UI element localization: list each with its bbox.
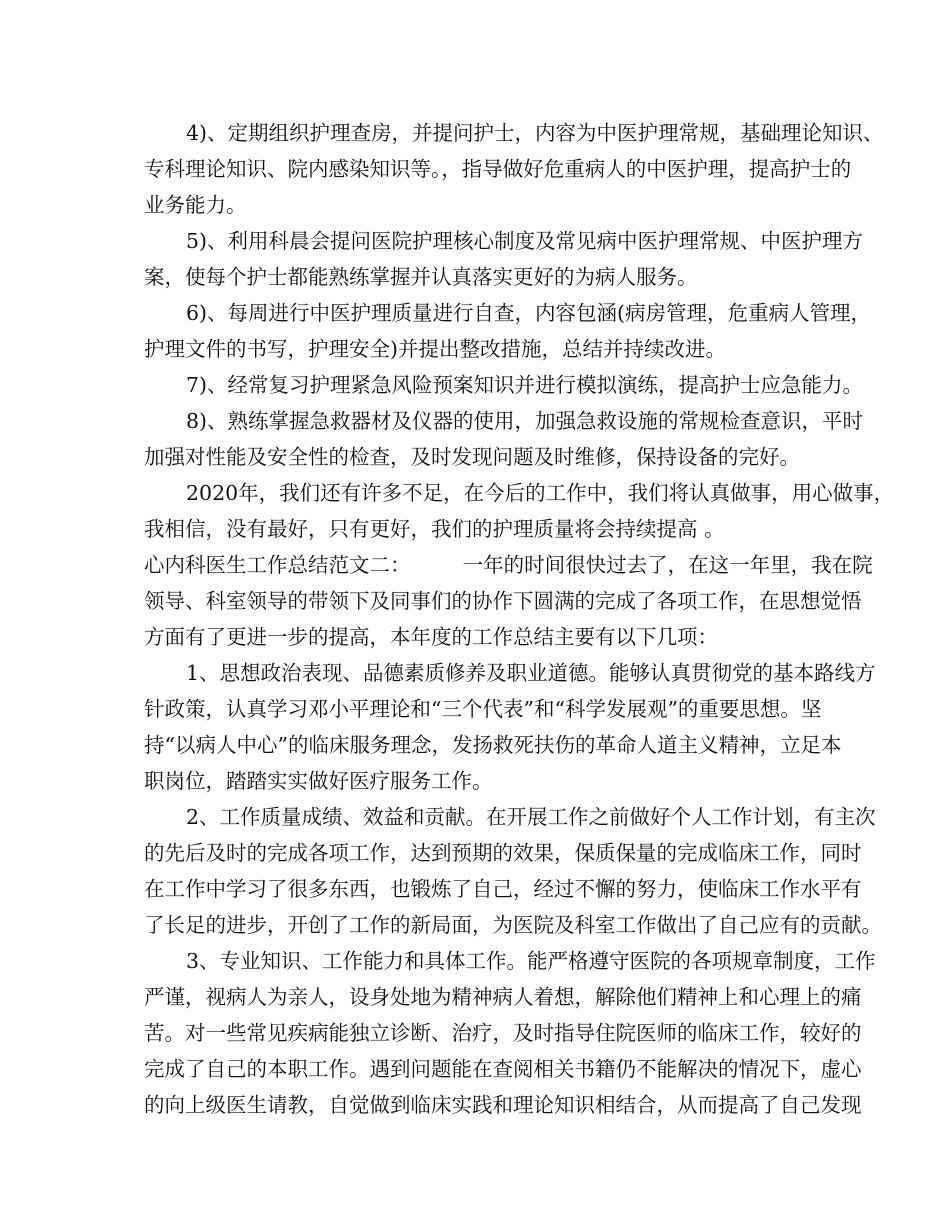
text-line: 心内科医生工作总结范文二： 一年的时间很快过去了，在这一年里，我在院	[144, 553, 873, 577]
text-line: 6)、每周进行中医护理质量进行自查，内容包涵(病房管理，危重病人管理，	[186, 301, 872, 325]
text-line: 2020年，我们还有许多不足，在今后的工作中，我们将认真做事，用心做事，	[186, 481, 895, 505]
text-line: 案，使每个护士都能熟练掌握并认真落实更好的为病人服务。	[144, 265, 698, 289]
text-line: 业务能力。	[144, 193, 247, 217]
text-line: 完成了自己的本职工作。遇到问题能在查阅相关书籍仍不能解决的情况下，虚心	[144, 1057, 862, 1081]
text-line: 3、专业知识、工作能力和具体工作。能严格遵守医院的各项规章制度，工作	[186, 949, 876, 973]
text-line: 职岗位，踏踏实实做好医疗服务工作。	[144, 769, 493, 793]
text-line: 苦。对一些常见疾病能独立诊断、治疗，及时指导住院医师的临床工作，较好的	[144, 1021, 862, 1045]
text-line: 1、思想政治表现、品德素质修养及职业道德。能够认真贯彻党的基本路线方	[186, 661, 876, 685]
text-line: 2、工作质量成绩、效益和贡献。在开展工作之前做好个人工作计划，有主次	[186, 805, 876, 829]
text-line: 严谨，视病人为亲人，设身处地为精神病人着想，解除他们精神上和心理上的痛	[144, 985, 862, 1009]
text-line: 针政策，认真学习邓小平理论和“三个代表”和“科学发展观”的重要思想。坚	[144, 697, 822, 721]
text-line: 我相信，没有最好，只有更好，我们的护理质量将会持续提高 。	[144, 517, 725, 541]
text-line: 的先后及时的完成各项工作，达到预期的效果，保质保量的完成临床工作，同时	[144, 841, 862, 865]
text-line: 加强对性能及安全性的检查，及时发现问题及时维修，保持设备的完好。	[144, 445, 800, 469]
text-line: 专科理论知识、院内感染知识等。，指导做好危重病人的中医护理，提高护士的	[144, 157, 852, 181]
text-line: 领导、科室领导的带领下及同事们的协作下圆满的完成了各项工作，在思想觉悟	[144, 589, 862, 613]
text-line: 5)、利用科晨会提问医院护理核心制度及常见病中医护理常规、中医护理方	[186, 229, 864, 253]
text-line: 方面有了更进一步的提高，本年度的工作总结主要有以下几项：	[144, 625, 718, 649]
text-line: 7)、经常复习护理紧急风险预案知识并进行模拟演练，提高护士应急能力。	[186, 373, 864, 397]
text-line: 8)、熟练掌握急救器材及仪器的使用，加强急救设施的常规检查意识，平时	[186, 409, 864, 433]
text-line: 了长足的进步，开创了工作的新局面，为医院及科室工作做出了自己应有的贡献。	[144, 913, 882, 937]
text-line: 4)、定期组织护理查房，并提问护士，内容为中医护理常规，基础理论知识、	[186, 121, 884, 145]
text-line: 在工作中学习了很多东西，也锻炼了自己，经过不懈的努力，使临床工作水平有	[144, 877, 862, 901]
text-line: 的向上级医生请教，自觉做到临床实践和理论知识相结合，从而提高了自己发现	[144, 1093, 862, 1117]
text-line: 护理文件的书写，护理安全)并提出整改措施，总结并持续改进。	[144, 337, 726, 361]
text-line: 持“以病人中心”的临床服务理念，发扬救死扶伤的革命人道主义精神，立足本	[144, 733, 842, 757]
